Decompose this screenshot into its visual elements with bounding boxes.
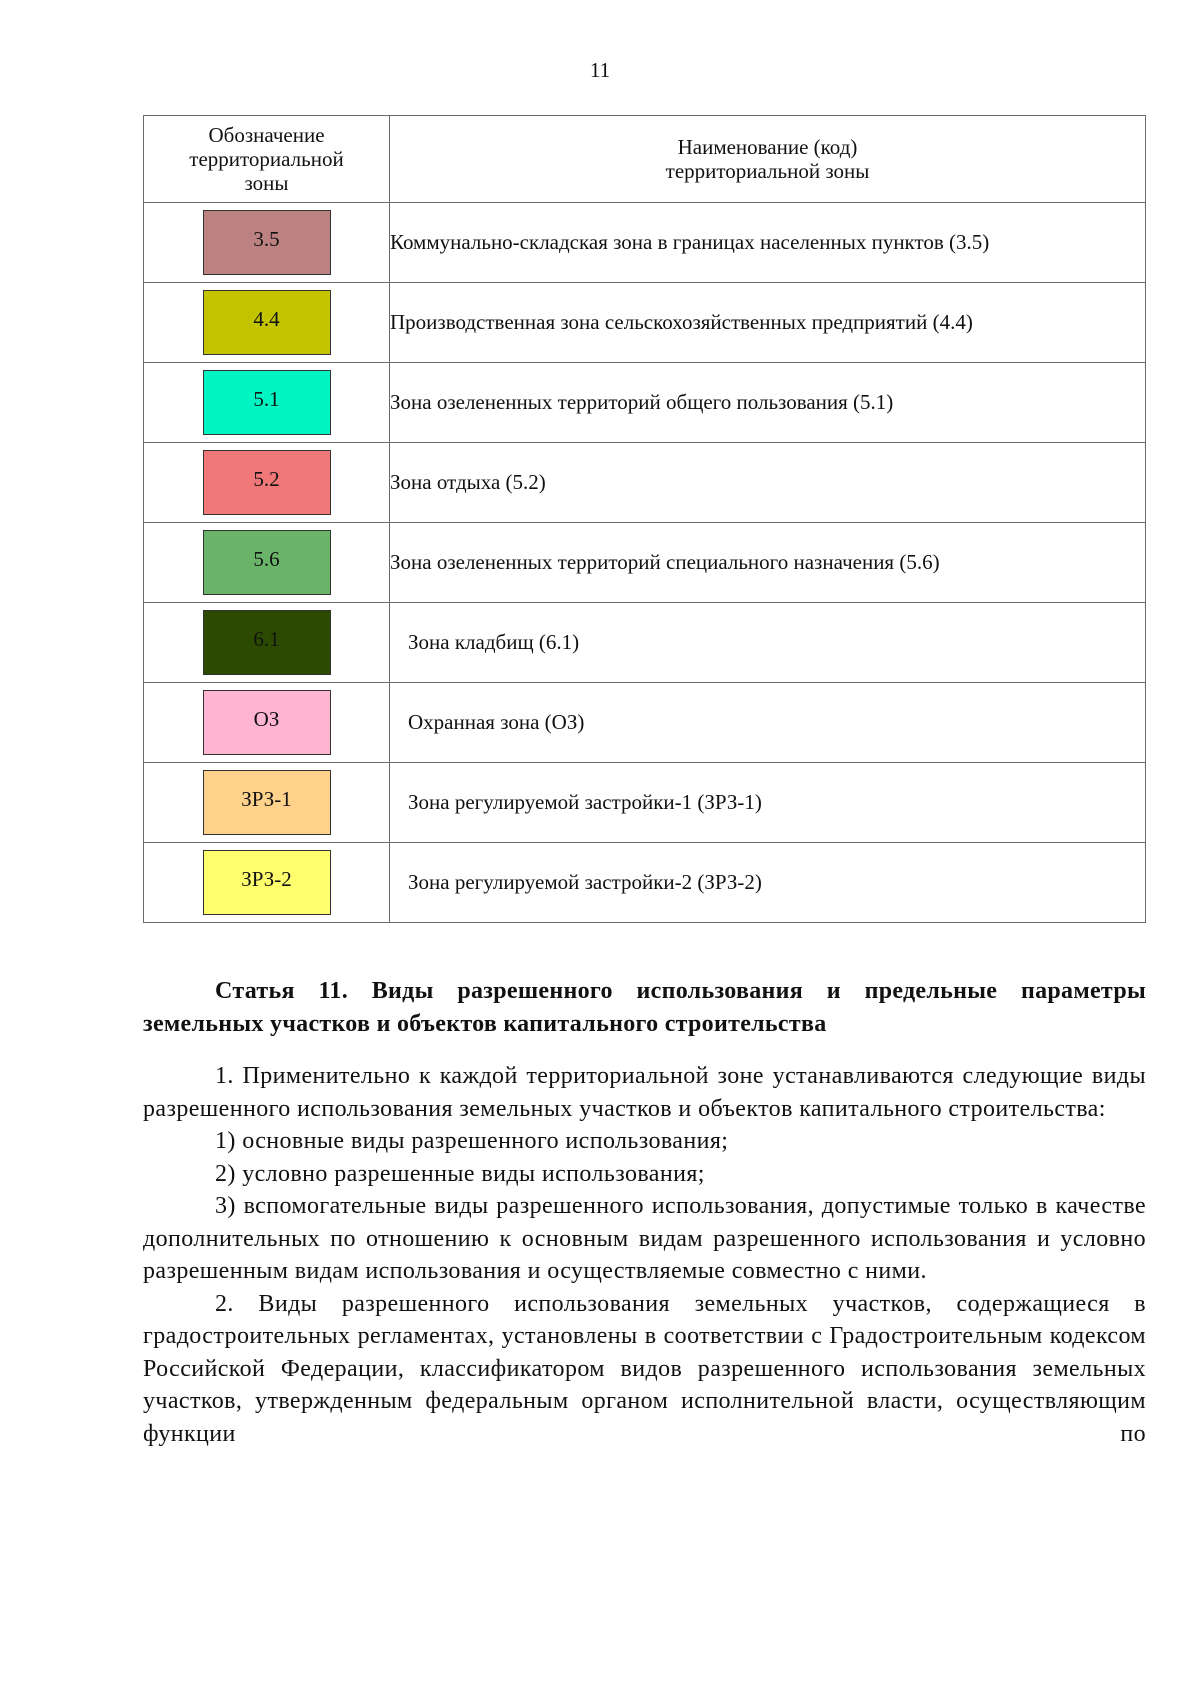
table-row [144,363,1146,443]
zone-name: Зона регулируемой застройки-1 (ЗРЗ-1) [390,763,1146,843]
table-row [144,763,1146,843]
zone-swatch-cell [144,283,390,363]
article-body [143,975,1146,1450]
table-row [144,523,1146,603]
zone-swatch-cell [144,443,390,523]
zone-swatch-cell [144,363,390,443]
article-list-item: 3) вспомогательные виды разрешенного использования, допустимые только в качестве дополнительных по отношению к основным видам разрешенного использования и условно разрешенным видам использования и осуществляемые совместно с ними. [143,1193,1146,1284]
zone-swatch: ОЗ [203,690,331,755]
zone-name: Зона кладбищ (6.1) [390,603,1146,683]
table-row [144,603,1146,683]
zone-name: Производственная зона сельскохозяйственных предприятий (4.4) [390,283,1146,363]
zone-name: Зона озелененных территорий специального назначения (5.6) [390,523,1146,603]
header-designation [144,116,390,203]
zone-swatch-cell [144,203,390,283]
article-paragraph: 2. Виды разрешенного использования земельных участков, содержащиеся в градостроительных регламентах, установлены в соответствии с Градостроительным кодексом Российской Федерации, классификатором видов разрешенного использования земельных участков, утвержденным федеральным органом исполнительной власти, осуществляющим функции по [143,1290,1146,1447]
header-name-line: Наименование (код) [677,135,858,159]
header-designation-line: зоны [244,171,289,195]
zone-swatch-cell [144,683,390,763]
table-row [144,203,1146,283]
header-name-line: территориальной зоны [665,159,870,183]
zone-swatch: ЗРЗ-1 [203,770,331,835]
zone-swatch-cell [144,843,390,923]
zone-swatch-cell [144,523,390,603]
zone-name: Зона регулируемой застройки-2 (ЗРЗ-2) [390,843,1146,923]
zone-name: Коммунально-складская зона в границах населенных пунктов (3.5) [390,203,1146,283]
table-row [144,843,1146,923]
article-paragraph: 1. Применительно к каждой территориальной зоне устанавливаются следующие виды разрешенного использования земельных участков и объектов капитального строительства: [143,1063,1146,1122]
zones-table-body [144,203,1146,923]
header-designation-line: территориальной [189,147,344,171]
table-header-row [144,116,1146,203]
zone-name: Охранная зона (ОЗ) [390,683,1146,763]
zone-swatch-cell [144,763,390,843]
zone-swatch: 5.1 [203,370,331,435]
table-row [144,283,1146,363]
zone-name: Зона отдыха (5.2) [390,443,1146,523]
zone-swatch: 5.6 [203,530,331,595]
zone-swatch: 5.2 [203,450,331,515]
zone-name: Зона озелененных территорий общего пользования (5.1) [390,363,1146,443]
article-list-item: 1) основные виды разрешенного использования; [215,1128,729,1154]
zone-swatch-cell [144,603,390,683]
zone-swatch: 6.1 [203,610,331,675]
table-row [144,683,1146,763]
zone-swatch: 4.4 [203,290,331,355]
article-heading: Статья 11. Виды разрешенного использования и предельные параметры земельных участков и объектов капитального строительства [143,978,1146,1037]
page-number: 11 [589,58,611,82]
zones-table [143,115,1146,923]
zone-swatch: ЗРЗ-2 [203,850,331,915]
header-designation-line: Обозначение [208,123,325,147]
table-row [144,443,1146,523]
zone-swatch: 3.5 [203,210,331,275]
article-list-item: 2) условно разрешенные виды использования; [215,1160,705,1187]
header-name [390,116,1146,203]
